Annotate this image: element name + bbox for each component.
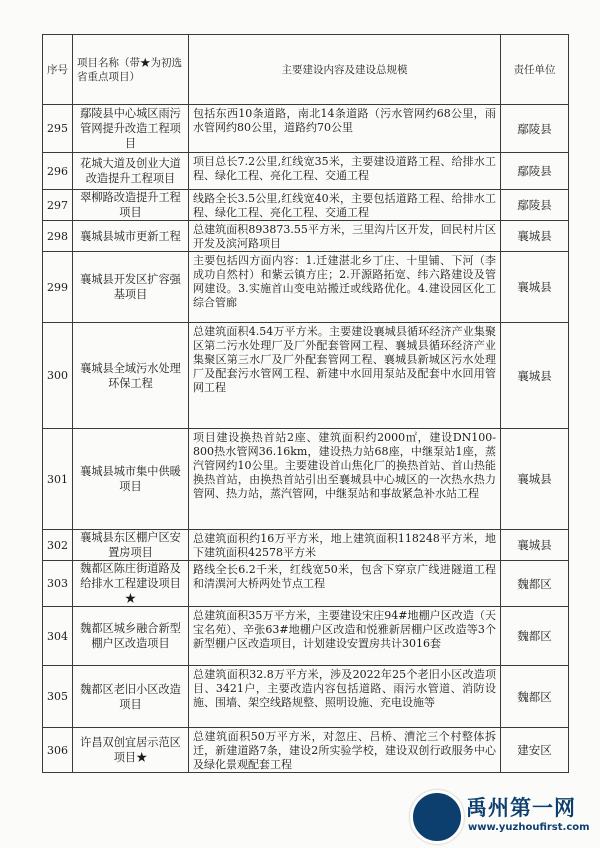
- row-unit: 鄢陵县: [501, 190, 569, 221]
- row-unit: 襄城县: [501, 429, 569, 530]
- header-project-name: 项目名称（带★为初选省重点项目）: [73, 35, 189, 105]
- table-row: [43, 153, 569, 190]
- row-unit: 襄城县: [501, 221, 569, 252]
- row-content: 总建筑面积32.8万平方米，涉及2022年25个老旧小区改造项目、3421户，主要改造内容包括道路、雨污水管道、消防设施、围墙、架空线路规整、照明设施、充电设施等: [189, 666, 501, 728]
- row-number: 305: [43, 666, 73, 728]
- row-unit: 襄城县: [501, 323, 569, 429]
- watermark-url: www.yuzhoufirst.com: [468, 822, 590, 833]
- row-number: 301: [43, 429, 73, 530]
- row-project-name: 襄城县东区棚户区安置房项目: [73, 530, 189, 561]
- row-number: 298: [43, 221, 73, 252]
- table-header-row: [43, 35, 569, 105]
- row-content: 包括东西10条道路，南北14条道路（污水管网约68公里，雨水管网约80公里，道路约70公里: [189, 105, 501, 153]
- row-project-name: 鄢陵县中心城区雨污管网提升改造工程项目: [73, 105, 189, 153]
- row-unit: 魏都区: [501, 561, 569, 607]
- table-row: [43, 530, 569, 561]
- row-project-name: 襄城县城市更新工程: [73, 221, 189, 252]
- row-project-name: 花城大道及创业大道改造提升工程项目: [73, 153, 189, 190]
- row-project-name: 襄城县城市集中供暖项目: [73, 429, 189, 530]
- row-project-name: 翠柳路改造提升工程项目: [73, 190, 189, 221]
- row-number: 295: [43, 105, 73, 153]
- row-unit: 魏都区: [501, 607, 569, 666]
- row-unit: 魏都区: [501, 666, 569, 728]
- row-number: 296: [43, 153, 73, 190]
- row-number: 302: [43, 530, 73, 561]
- row-unit: 襄城县: [501, 252, 569, 323]
- row-content: 总建筑面积35万平方米，主要建设宋庄94#地棚户区改造（天宝名苑）、辛张63#地棚户区改造和悦雅新居棚户区改造等3个新型棚户区改造项目，计划建设安置房共计3016套: [189, 607, 501, 666]
- table-row: [43, 561, 569, 607]
- row-number: 297: [43, 190, 73, 221]
- project-table: [42, 34, 569, 773]
- table-row: [43, 105, 569, 153]
- row-unit: 鄢陵县: [501, 105, 569, 153]
- row-project-name: 魏都区陈庄街道路及给排水工程建设项目★: [73, 561, 189, 607]
- row-content: 主要包括四方面内容：1.迁建湛北乡丁庄、十里铺、下河（李成功自然村）和紫云镇方庄；2.开源路拓宽、纬六路建设及管网建设。3.实施首山变电站搬迁或线路优化。4.建设园区化工综合管廊: [189, 252, 501, 323]
- row-content: 线路全长3.5公里,红线宽40米，主要包括道路工程、给排水工程、绿化工程、亮化工程、交通工程: [189, 190, 501, 221]
- table-row: [43, 252, 569, 323]
- row-project-name: 许昌双创宜居示范区项目★: [73, 728, 189, 773]
- row-number: 300: [43, 323, 73, 429]
- watermark-title: 禹州第一网: [466, 796, 576, 820]
- site-watermark: [400, 786, 600, 848]
- row-unit: 襄城县: [501, 530, 569, 561]
- row-content: 总建筑面积893873.55平方米，三里沟片区开发，回民村片区开发及滨河路项目: [189, 221, 501, 252]
- row-content: 总建筑面积4.54万平方米。主要建设襄城县循环经济产业集聚区第二污水处理厂及厂外配套管网工程、襄城县循环经济产业集聚区第三水厂及厂外配套管网工程、襄城县新城区污水处理厂及配套污水管网工程、新建中水回用泵站及配套中水回用管网工程: [189, 323, 501, 429]
- table-row: [43, 221, 569, 252]
- row-number: 303: [43, 561, 73, 607]
- row-content: 项目总长7.2公里,红线宽35米，主要建设道路工程、给排水工程、绿化工程、亮化工程、交通工程: [189, 153, 501, 190]
- row-number: 299: [43, 252, 73, 323]
- table-row: [43, 728, 569, 773]
- header-seq: 序号: [43, 35, 73, 105]
- row-project-name: 魏都区城乡融合新型棚户区改造项目: [73, 607, 189, 666]
- site-logo-icon: [410, 790, 464, 844]
- row-project-name: 襄城县开发区扩容强基项目: [73, 252, 189, 323]
- row-content: 总建筑面积约16万平方米，地上建筑面积118248平方米，地下建筑面积42578平方米: [189, 530, 501, 561]
- row-project-name: 魏都区老旧小区改造项目: [73, 666, 189, 728]
- row-unit: 鄢陵县: [501, 153, 569, 190]
- table-row: [43, 323, 569, 429]
- table-row: [43, 666, 569, 728]
- table-row: [43, 429, 569, 530]
- row-content: 路线全长6.2千米，红线宽50米，包含下穿京广线进隧道工程和清潩河大桥两处节点工程: [189, 561, 501, 607]
- table-row: [43, 607, 569, 666]
- header-unit: 责任单位: [501, 35, 569, 105]
- table-row: [43, 190, 569, 221]
- row-number: 304: [43, 607, 73, 666]
- row-project-name: 襄城县全域污水处理环保工程: [73, 323, 189, 429]
- header-content: 主要建设内容及建设总规模: [189, 35, 501, 105]
- row-number: 306: [43, 728, 73, 773]
- row-content: 项目建设换热首站2座、建筑面积约2000㎡，建设DN100-800热水管网36.16km，建设热力站68座，中继泵站1座，蒸汽管网约10公里。主要建设首山焦化厂的换热首站、首山热能换热首站，由换热首站引出至襄城县中心城区的一次热水热力管网、热力站，蒸汽管网，中继泵站和事故紧急补水站工程: [189, 429, 501, 530]
- row-content: 总建筑面积50万平方米，对忽庄、吕桥、漕沱三个村整体拆迁，新建道路7条，建设2所实验学校，建设双创行政服务中心及绿化景观配套工程: [189, 728, 501, 773]
- row-unit: 建安区: [501, 728, 569, 773]
